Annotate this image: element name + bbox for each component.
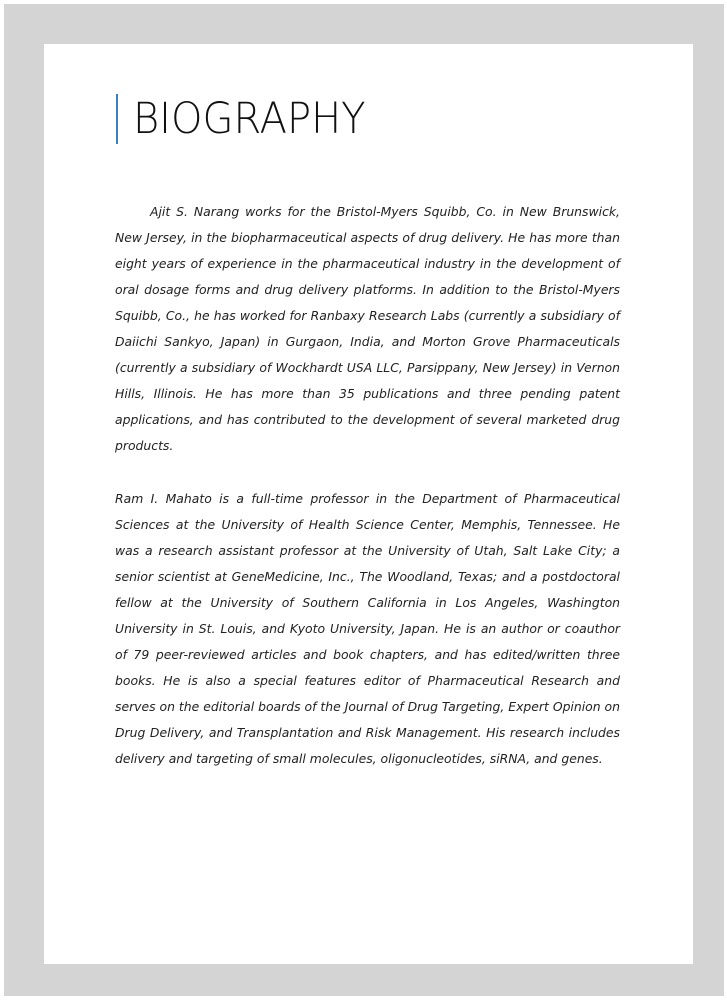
biography-paragraph-narang: Ajit S. Narang works for the Bristol-Myers Squibb, Co. in New Brunswick, New Jersey, in the biopharmaceutical aspects of drug delivery. He has more than eight years of experience in the pharmaceutical industry in the development of oral dosage forms and drug delivery platforms. In addition to the Bristol-Myers Squibb, Co., he has worked for Ranbaxy Research Labs (currently a subsidiary of Daiichi Sankyo, Japan) in Gurgaon, India, and Morton Grove Pharmaceuticals (currently a subsidiary of Wockhardt USA LLC, Parsippany, New Jersey) in Vernon Hills, Illinois. He has more than 35 publications and three pending patent applications, and has contributed to the development of several marketed drug products. [115, 204, 620, 453]
heading-accent-bar [116, 94, 118, 144]
page-title: BIOGRAPHY [133, 94, 366, 144]
document-page [44, 44, 693, 964]
biography-paragraph-mahato: Ram I. Mahato is a full-time professor in the Department of Pharmaceutical Sciences at the University of Health Science Center, Memphis, Tennessee. He was a research assistant professor at the University of Utah, Salt Lake City; a senior scientist at GeneMedicine, Inc., The Woodland, Texas; and a postdoctoral fellow at the University of Southern California in Los Angeles, Washington University in St. Louis, and Kyoto University, Japan. He is an author or coauthor of 79 peer-reviewed articles and book chapters, and has edited/written three books. He is also a special features editor of Pharmaceutical Research and serves on the editorial boards of the Journal of Drug Targeting, Expert Opinion on Drug Delivery, and Transplantation and Risk Management. His research includes delivery and targeting of small molecules, oligonucleotides, siRNA, and genes. [115, 491, 620, 766]
page-frame [4, 4, 724, 996]
